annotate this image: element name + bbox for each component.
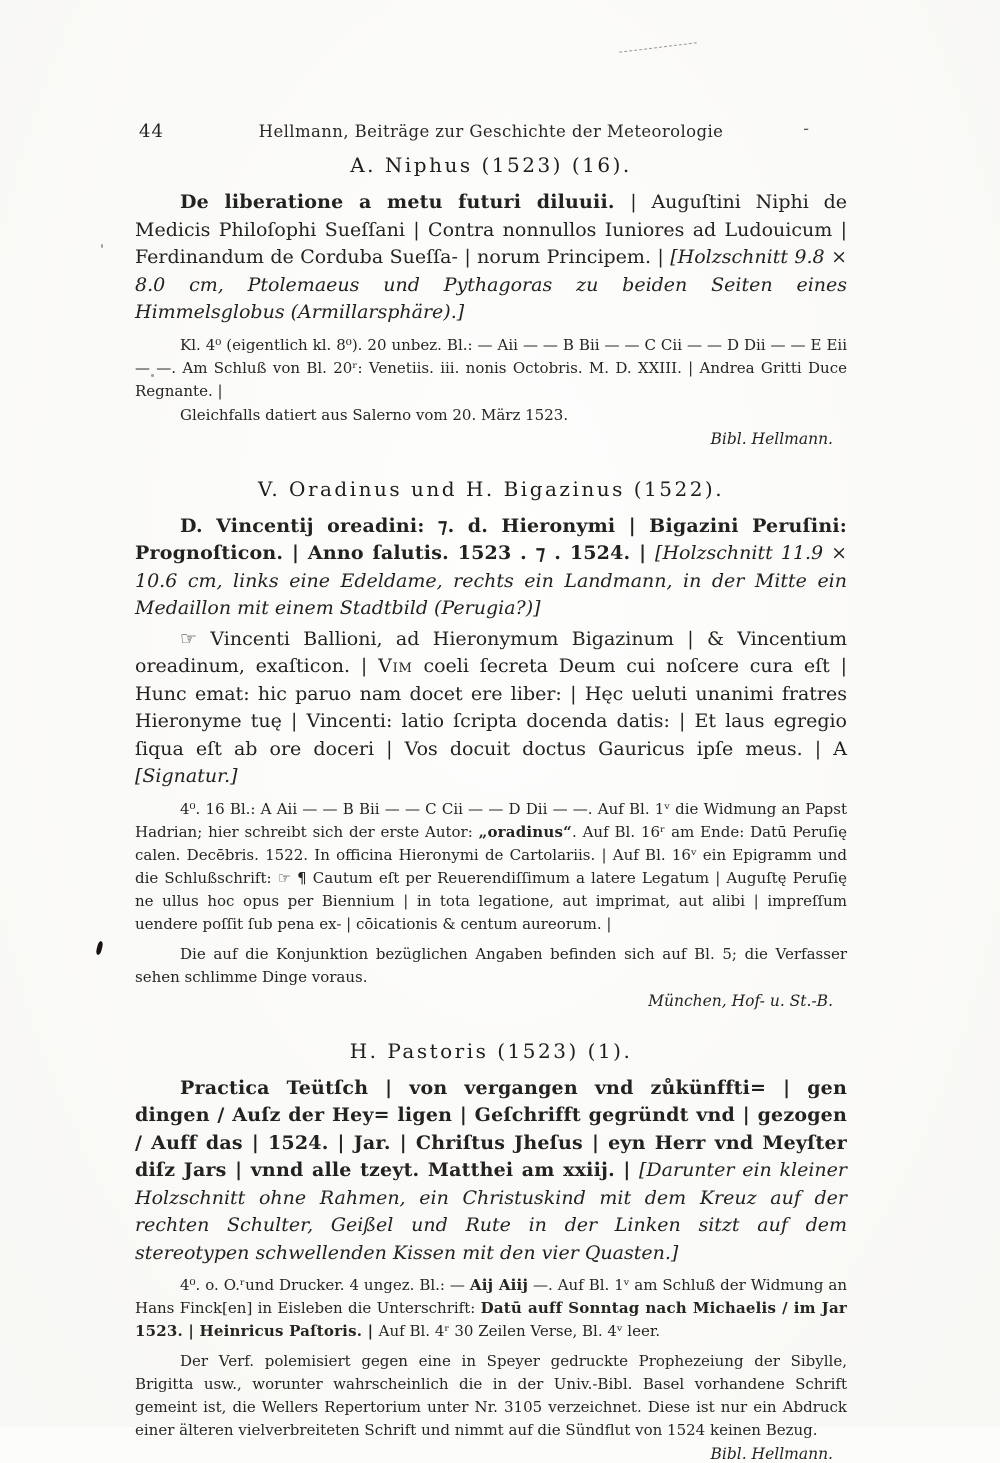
entry-collation: 4⁰. 16 Bl.: A Aii — — B Bii — — C Cii — — D Dii — —. Auf Bl. 1ᵛ die Widmung an Papst Hadrian; hier schreibt sich der erste Autor: „oradinus“. Auf Bl. 16ʳ am Ende: Datū Peruſię calen. Decēbris. 1522. In officina Hieronymi de Cartolariis. | Auf Bl. 16ᵛ ein Epigramm und die Schlußschrift: ☞ ¶ Cautum eſt per Reuerendiſſimum a latere Legatum | Auguſtę Peruſię ne ullus hoc opus per Biennium | in tota legatione, aut imprimat, aut alibi | impreſſum uendere poſſit ſub pena ex- | cōicationis & centum aureorum. | [135,798,847,936]
ink-spot-artifact [95,941,103,956]
entry-collation: 4⁰. o. O.ʳund Drucker. 4 ungez. Bl.: — Aij Aiij —. Auf Bl. 1ᵛ am Schluß der Widmung an Hans Finck[en] in Eisleben die Unterschrift: Datū auff Sonntag nach Michaelis / im Jar 1523. | Heinricus Paſtoris. | Auf Bl. 4ʳ 30 Zeilen Verse, Bl. 4ᵛ leer. [135,1274,847,1343]
entry-source: München, Hof- u. St.-B. [135,992,847,1010]
running-header-title: Hellmann, Beiträge zur Geschichte der Meteorologie [135,122,847,141]
entry-note: Der Verf. polemisiert gegen eine in Speyer gedruckte Prophezeiung der Sibylle, Brigitta usw., worunter wahrscheinlich die in der Univ.-Bibl. Basel vorhandene Schrift gemeint ist, die Wellers Repertorium unter Nr. 3105 verzeichnet. Diese ist nur ein Abdruck einer älteren vielverbreiteten Schrift und nimmt auf die Sündflut von 1524 keinen Bezug. [135,1350,847,1442]
scan-scratch-artifact [619,42,697,52]
entry-title-transcription: De liberatione a metu futuri diluuii. | Auguſtini Niphi de Medicis Philoſophi Sueſſani | Contra nonnullos Iuniores ad Ludouicum | Ferdinandum de Corduba Sueſſa- | norum Principem. | [Holzschnitt 9.8 × 8.0 cm, Ptolemaeus und Pythagoras zu beiden Seiten eines Himmelsglobus (Armillarsphäre).] [135,189,847,327]
entry-source: Bibl. Hellmann. [135,1445,847,1463]
entry-note: Gleichfalls datiert aus Salerno vom 20. März 1523. [135,404,847,427]
entry-verse-transcription: ☞ Vincenti Ballioni, ad Hieronymum Bigazinum | & Vincentium oreadinum, exaſticon. | Vim coeli ſecreta Deum cui noſcere cura eſt | Hunc emat: hic paruo nam docet ere liber: | Hęc ueluti unanimi fratres Hieronyme tuę | Vincenti: latio ſcripta docenda datis: | Et laus egregio ſiqua eſt ab ore doceri | Vos docuit doctus Gauricus ipſe meus. | A [Signatur.] [135,626,847,791]
margin-pencil-dash: - [803,119,809,139]
page-number: 44 [139,121,164,142]
entry-heading: H. Pastoris (1523) (1). [135,1036,847,1066]
entry-source: Bibl. Hellmann. [135,430,847,448]
entry-oradinus-bigazinus [135,474,847,1010]
entry-pastoris [135,1036,847,1463]
entry-title-transcription: D. Vincentij oreadini: ⁊. d. Hieronymi | Bigazini Peruſini: Prognoſticon. | Anno ſalutis. 1523 . ⁊ . 1524. | [Holzschnitt 11.9 × 10.6 cm, links eine Edeldame, rechts ein Landmann, in der Mitte ein Medaillon mit einem Stadtbild (Perugia?)] [135,513,847,623]
entry-note: Die auf die Konjunktion bezüglichen Angaben befinden sich auf Bl. 5; die Verfasser sehen schlimme Dinge voraus. [135,943,847,989]
entry-collation: Kl. 4⁰ (eigentlich kl. 8⁰). 20 unbez. Bl.: — Aii — — B Bii — — C Cii — — D Dii — — E Eii — —. Am Schluß von Bl. 20ʳ: Venetiis. iii. nonis Octobris. M. D. XXIII. | Andrea Gritti Duce Regnante. | [135,334,847,403]
speck-artifact [101,244,103,248]
running-header [135,120,847,146]
entry-title-transcription: Practica Teütſch | von vergangen vnd zůkünffti= | gen dingen / Auſz der Hey= ligen | Geſchrifft gegründt vnd | gezogen / Auff das | 1524. | Jar. | Chriſtus Jheſus | eyn Herr vnd Meyſter diſz Jars | vnnd alle tzeyt. Matthei am xxiij. | [Darunter ein kleiner Holzschnitt ohne Rahmen, ein Christuskind mit dem Kreuz auf der rechten Schulter, Geißel und Rute in der Linken sitzt auf dem stereotypen schwellenden Kissen mit den vier Quasten.] [135,1075,847,1268]
entry-heading: A. Niphus (1523) (16). [135,150,847,180]
entry-niphus [135,150,847,448]
entry-heading: V. Oradinus und H. Bigazinus (1522). [135,474,847,504]
text-block [135,150,847,1463]
